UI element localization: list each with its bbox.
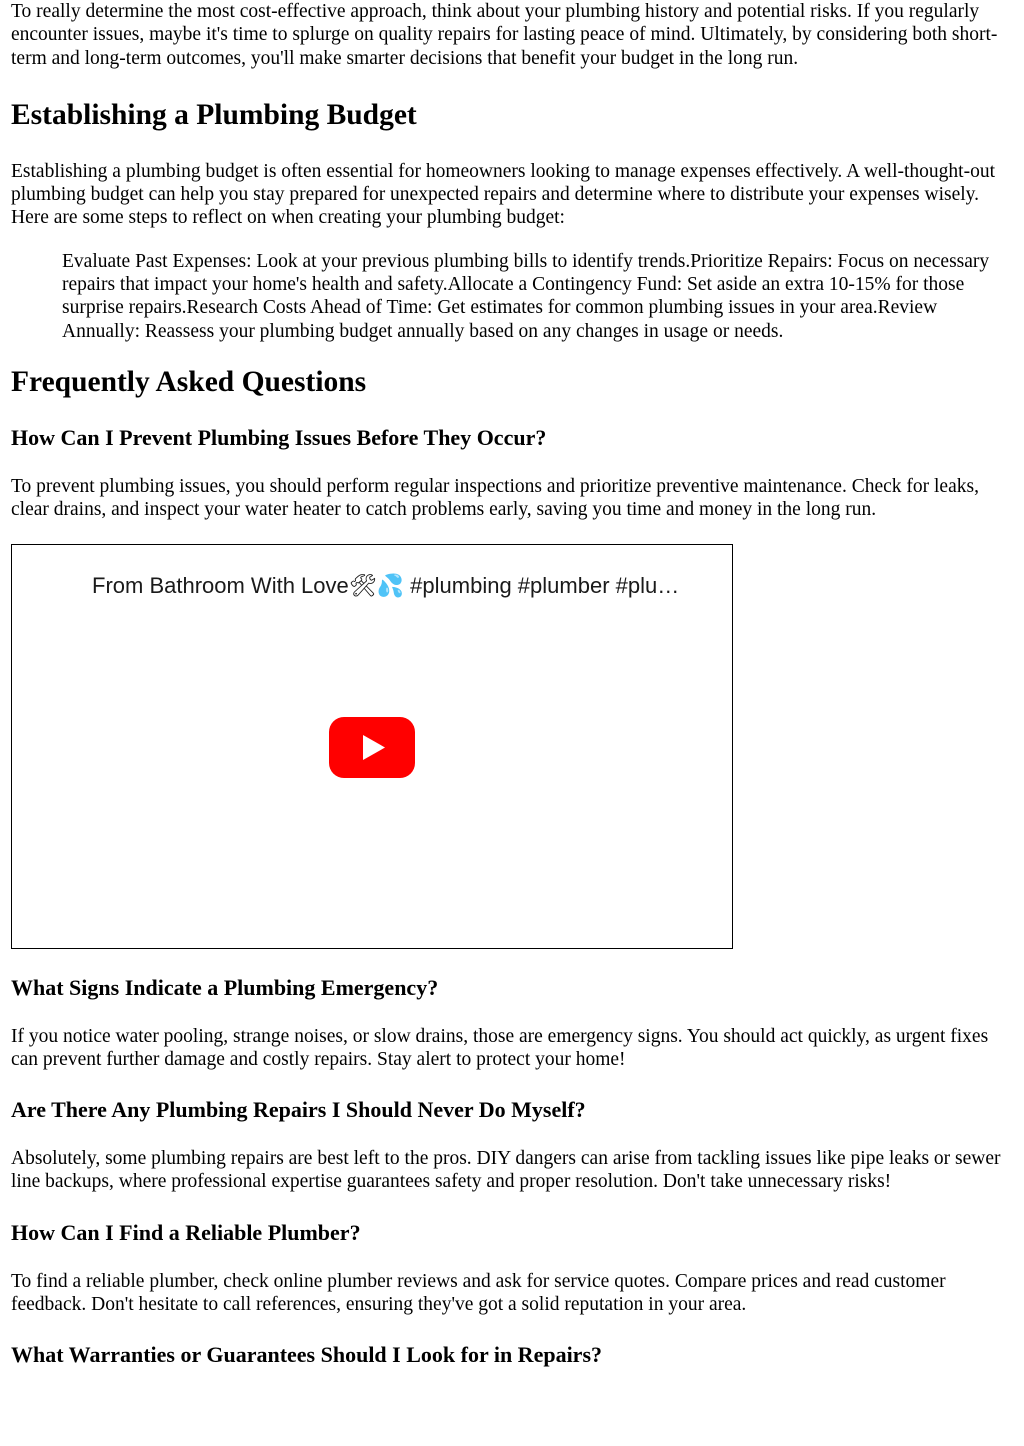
faq-answer: To prevent plumbing issues, you should perform regular inspections and prioritize preventive maintenance. Check for leaks, clear drains, and inspect your water heater to catch problems early, saving you time and money in the long run. [11, 475, 979, 521]
faq-question: What Signs Indicate a Plumbing Emergency? [11, 974, 439, 1000]
faq-question: How Can I Prevent Plumbing Issues Before They Occur? [11, 424, 547, 450]
faq-question: Are There Any Plumbing Repairs I Should Never Do Myself? [11, 1097, 586, 1123]
intro-paragraph: To really determine the most cost-effective approach, think about your plumbing history and potential risks. If you regularly encounter issues, maybe it's time to splurge on quality repairs for lasting peace of mind. Ultimately, by considering both short-term and long-term outcomes, you'll make smarter decisions that benefit your budget in the long run. [11, 1, 998, 69]
faq-heading: Frequently Asked Questions [11, 365, 367, 398]
faq-answer: If you notice water pooling, strange noises, or slow drains, those are emergency signs. You should act quickly, as urgent fixes can prevent further damage and costly repairs. Stay alert to protect your home! [11, 1025, 989, 1070]
faq-question: How Can I Find a Reliable Plumber? [11, 1219, 361, 1245]
faq-answer: Absolutely, some plumbing repairs are best left to the pros. DIY dangers can arise from tackling issues like pipe leaks or sewer line backups, where professional expertise guarantees safety and proper resolution. Don't take unnecessary risks! [11, 1148, 1001, 1193]
faq-question: What Warranties or Guarantees Should I Look for in Repairs? [11, 1342, 603, 1368]
faq-answer: To find a reliable plumber, check online plumber reviews and ask for service quotes. Compare prices and read customer feedback. Don't hesitate to call references, ensuring they've got a solid reputation in your area. [11, 1270, 946, 1316]
budget-heading: Establishing a Plumbing Budget [11, 98, 417, 131]
video-title[interactable]: From Bathroom With Love🛠💦 #plumbing #plumber #plu… [92, 572, 680, 598]
video-embed[interactable] [11, 544, 733, 949]
budget-steps: Evaluate Past Expenses: Look at your previous plumbing bills to identify trends.Prioritize Repairs: Focus on necessary repairs that impact your home's health and safety.Allocate a Contingency Fund: Set aside an extra 10-15% for those surprise repairs.Research Costs Ahead of Time: Get estimates for common plumbing issues in your area.Review Annually: Reassess your plumbing budget annually based on any changes in usage or needs. [62, 250, 990, 342]
youtube-play-icon[interactable] [329, 717, 415, 778]
budget-paragraph: Establishing a plumbing budget is often essential for homeowners looking to manage expenses effectively. A well-thought-out plumbing budget can help you stay prepared for unexpected repairs and determine where to distribute your expenses wisely. Here are some steps to reflect on when creating your plumbing budget: [11, 160, 996, 229]
